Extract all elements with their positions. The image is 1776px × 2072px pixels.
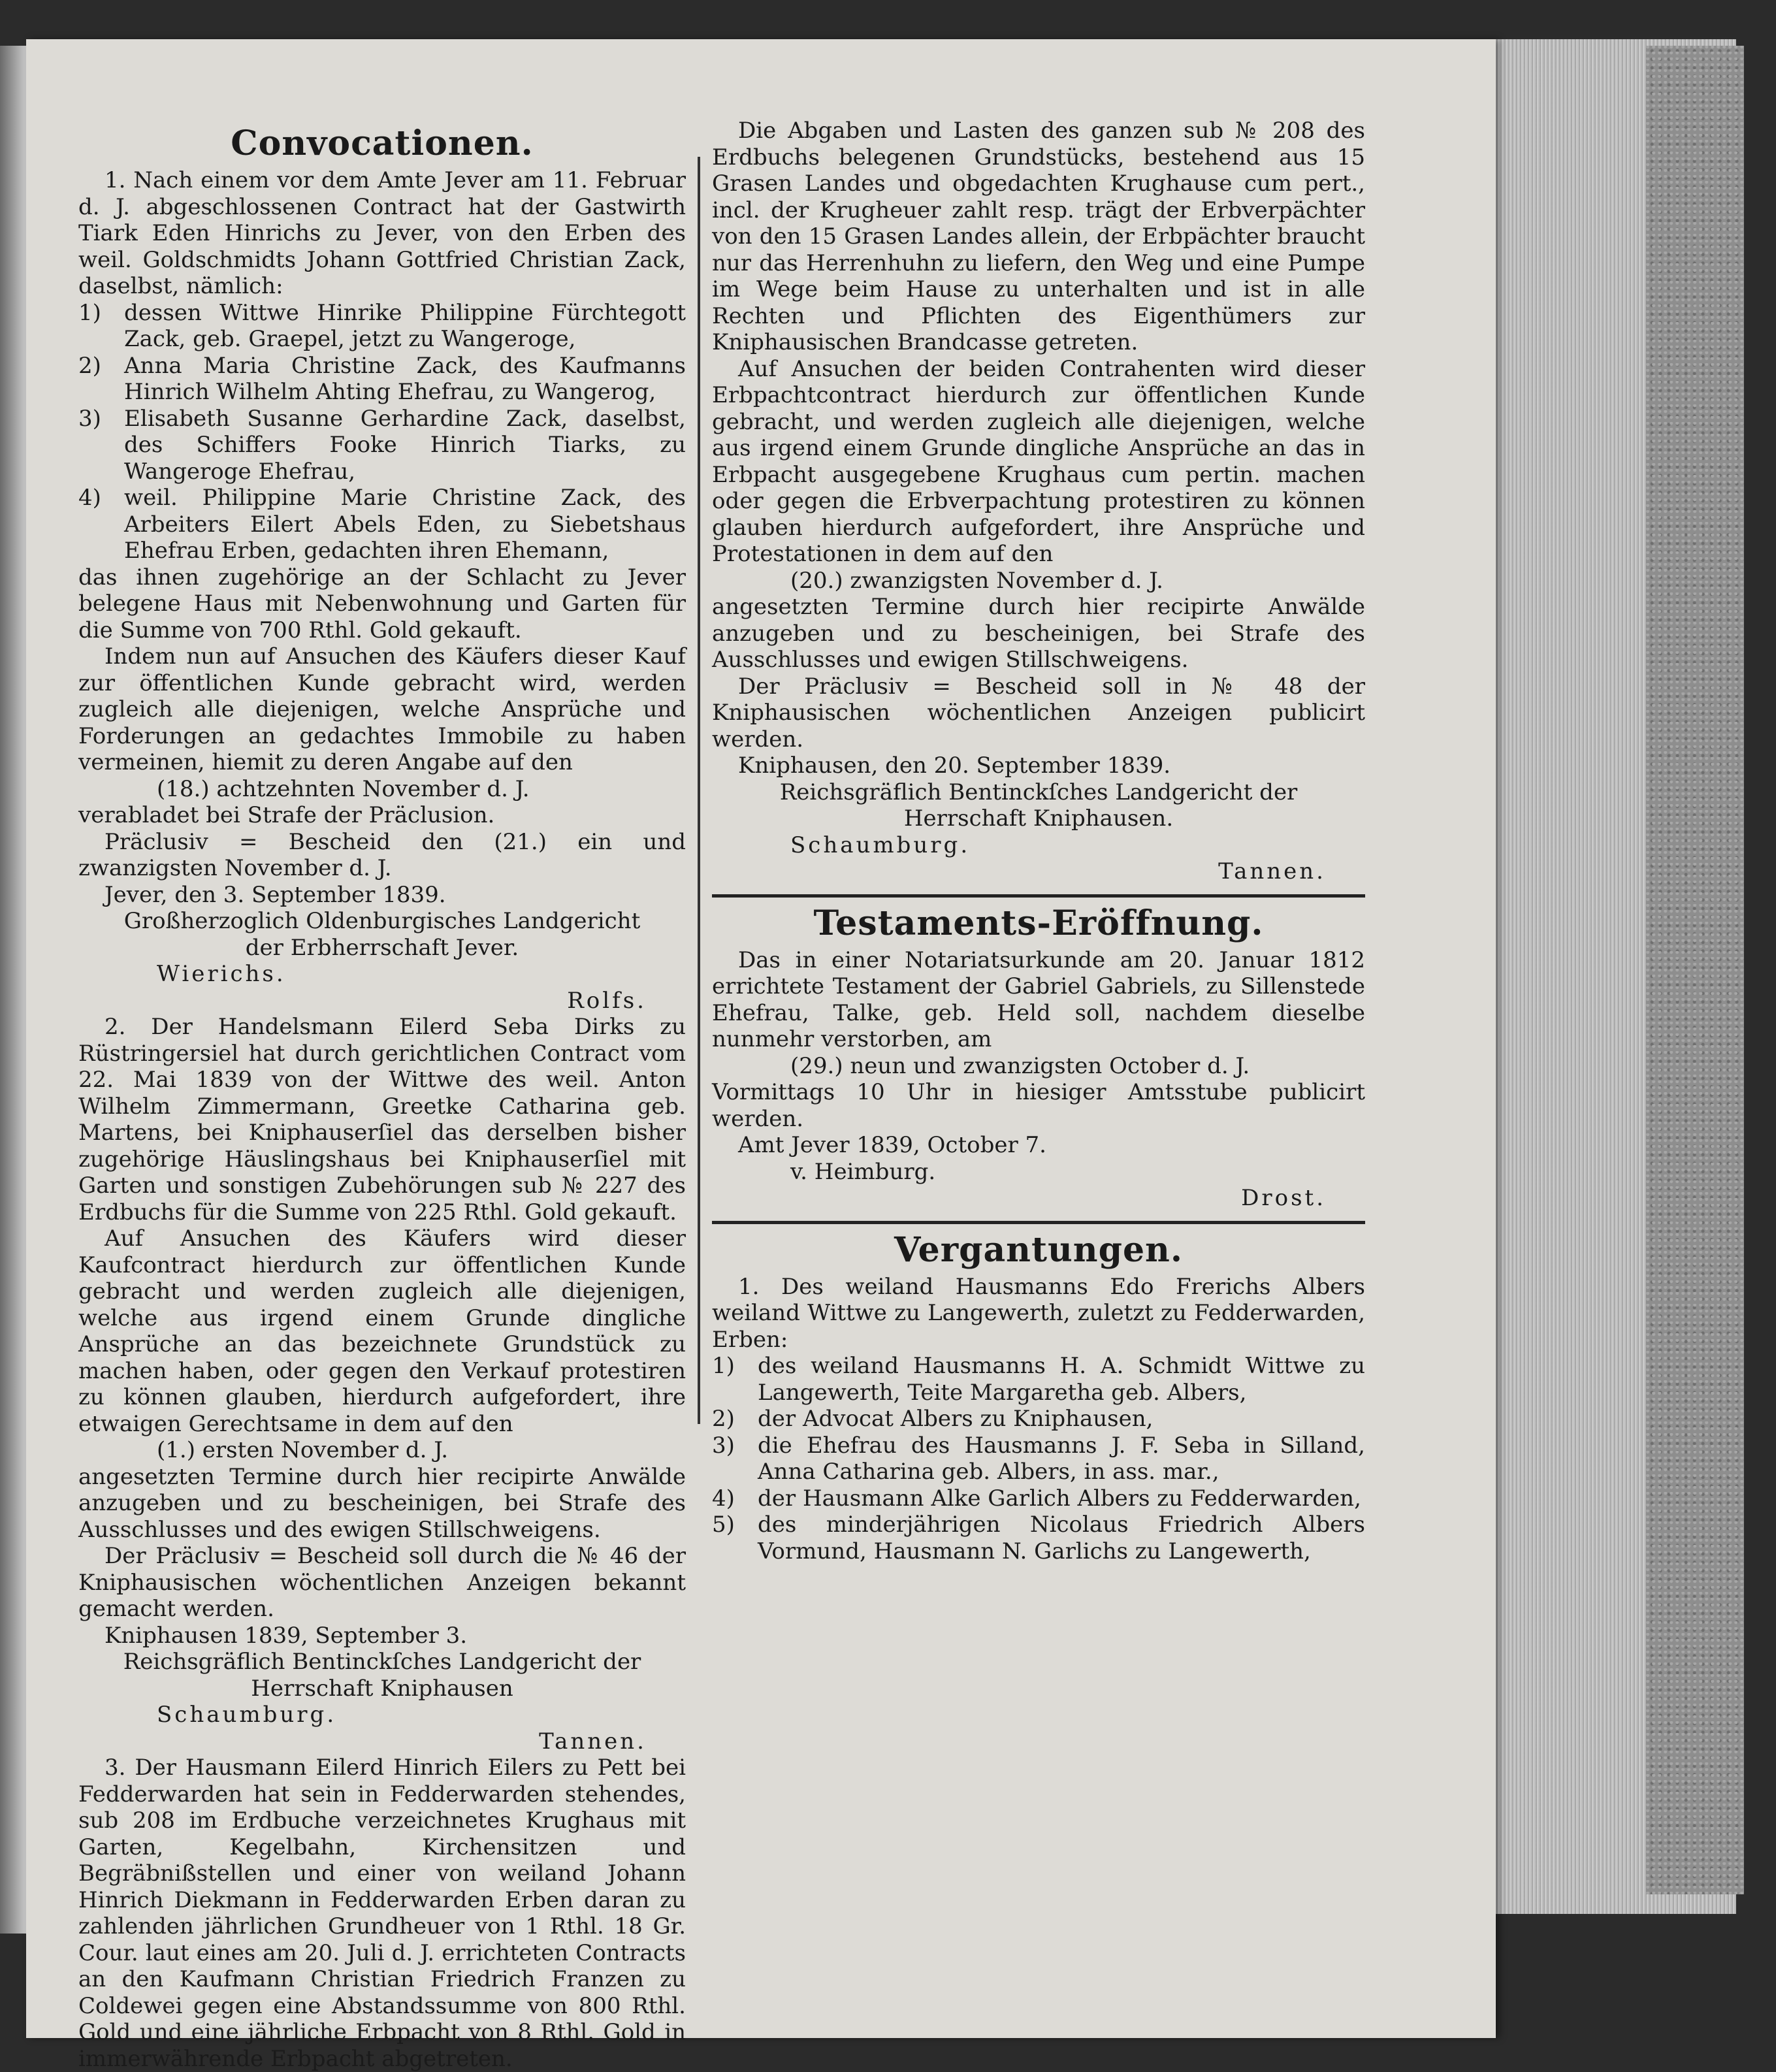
notice-3-court: Reichsgräflich Bentinckſches Landgericht der: [779, 779, 1298, 805]
right-column: [712, 118, 1365, 1564]
notice-3-signature: Tannen.: [1218, 858, 1326, 884]
book-cover-edge: [1646, 46, 1744, 1894]
heir-item: 1) dessen Wittwe Hinrike Philippine Fürchtegott Zack, geb. Graepel, jetzt zu Wangeroge,: [78, 299, 686, 352]
notice-3-place-date: Kniphausen, den 20. September 1839.: [738, 753, 1171, 779]
notice-3-body: Auf Ansuchen der beiden Contrahenten wird dieser Erbpachtcontract hierdurch zur öffentlichen Kunde gebracht, und werden zugleich alle diejenigen, welche aus irgend einem Grunde dingliche Ansprüche an das in Erbpacht ausgegebene Krughaus cum pertin. machen oder gegen die Erbverpachtung protestiren zu können glauben hierdurch aufgefordert, ihre Ansprüche und Protestationen in dem auf den: [712, 355, 1365, 567]
section-divider: [712, 1221, 1365, 1224]
heir-item: 3) die Ehefrau des Hausmanns J. F. Seba in Silland, Anna Catharina geb. Albers, in ass. mar.,: [712, 1432, 1365, 1485]
notice-1-body: das ihnen zugehörige an der Schlacht zu Jever belegene Haus mit Nebenwohnung und Garten für die Summe von 700 Rthl. Gold gekauft.: [78, 564, 686, 643]
testament-date-line: (29.) neun und zwanzigsten October d. J.: [790, 1052, 1250, 1079]
left-page-edge: [0, 46, 26, 1934]
heir-item: 4) weil. Philippine Marie Christine Zack, des Arbeiters Eilert Abels Eden, zu Siebetshaus Ehefrau Erben, gedachten ihren Ehemann,: [78, 485, 686, 564]
notice-3-body: angesetzten Termine durch hier recipirte Anwälde anzugeben und zu bescheinigen, bei Strafe des Ausschlusses und ewigen Stillschweigens.: [712, 594, 1365, 673]
notice-2-signature: Tannen.: [539, 1728, 647, 1755]
notice-2-court: Herrschaft Kniphausen: [251, 1675, 513, 1702]
heir-item: 2) Anna Maria Christine Zack, des Kaufmanns Hinrich Wilhelm Ahting Ehefrau, zu Wangerog,: [78, 352, 686, 405]
notice-1-court: Großherzoglich Oldenburgisches Landgericht: [123, 908, 641, 934]
notice-3-date-line: (20.) zwanzigsten November d. J.: [790, 567, 1163, 594]
notice-2-body: Auf Ansuchen des Käufers wird dieser Kaufcontract hierdurch zur öffentlichen Kunde gebracht und werden zugleich alle diejenigen, welche aus irgend einem Grunde dingliche Ansprüche an das bezeichnete Grundstück zu machen haben, oder gegen den Verkauf protestiren zu können glauben, hierdurch aufgefordert, ihre etwaigen Gerechtsame in dem auf den: [78, 1225, 686, 1437]
heir-item: 5) des minderjährigen Nicolaus Friedrich Albers Vormund, Hausmann N. Garlichs zu Langewerth,: [712, 1512, 1365, 1564]
heir-item: 3) Elisabeth Susanne Gerhardine Zack, daselbst, des Schiffers Fooke Hinrich Tiarks, zu Wangeroge Ehefrau,: [78, 405, 686, 485]
notice-1-place-date: Jever, den 3. September 1839.: [105, 881, 446, 908]
testament-body: Vormittags 10 Uhr in hiesiger Amtsstube publicirt werden.: [712, 1079, 1365, 1132]
notice-1-intro: 1. Nach einem vor dem Amte Jever am 11. Februar d. J. abgeschlossenen Contract hat der Gastwirth Tiark Eden Hinrichs zu Jever, von den Erben des weil. Goldschmidts Johann Gottfried Christian Zack, daselbst, nämlich:: [78, 167, 686, 299]
testament-signature: Drost.: [1241, 1185, 1326, 1211]
testament-signature: v. Heimburg.: [790, 1158, 936, 1185]
heir-item: 2) der Advocat Albers zu Kniphausen,: [712, 1406, 1154, 1432]
column-divider: [698, 157, 700, 1424]
left-column: [78, 118, 686, 2072]
section-divider: [712, 894, 1365, 898]
notice-1-court: der Erbherrschaft Jever.: [245, 934, 519, 961]
section-title-testament: Testaments-Eröffnung.: [813, 903, 1264, 943]
heir-item: 1) des weiland Hausmanns H. A. Schmidt Wittwe zu Langewerth, Teite Margaretha geb. Albers,: [712, 1353, 1365, 1406]
section-title-convocationen: Convocationen.: [231, 123, 534, 163]
notice-3-signature: Schaumburg.: [790, 832, 971, 858]
notice-2-date-line: (1.) ersten November d. J.: [157, 1437, 449, 1463]
notice-3-body-start: 3. Der Hausmann Eilerd Hinrich Eilers zu Pett bei Fedderwarden hat sein in Fedderwarden stehendes, sub 208 im Erdbuche verzeichnetes Krughaus mit Garten, Kegelbahn, Kirchensitzen und Begräbnißstellen und einer von weiland Johann Hinrich Diekmann in Fedderwarden Erben daran zu zahlenden jährlichen Grundheuer von 1 Rthl. 18 Gr. Cour. laut eines am 20. Juli d. J. errichteten Contracts an den Kaufmann Christian Friedrich Franzen zu Coldewei gegen eine Abstandssumme von 800 Rthl. Gold und eine jährliche Erbpacht von 8 Rthl. Gold in immerwährende Erbpacht abgetreten.: [78, 1755, 686, 2072]
section-title-vergantungen: Vergantungen.: [894, 1229, 1183, 1270]
notice-2-body: angesetzten Termine durch hier recipirte Anwälde anzugeben und zu bescheinigen, bei Strafe des Ausschlusses und des ewigen Stillschweigens.: [78, 1463, 686, 1543]
testament-place-date: Amt Jever 1839, October 7.: [738, 1132, 1046, 1158]
heir-item: 4) der Hausmann Alke Garlich Albers zu Fedderwarden,: [712, 1485, 1361, 1512]
notice-1-signature: Rolfs.: [567, 987, 647, 1014]
notice-1-date-line: (18.) achtzehnten November d. J.: [157, 775, 530, 802]
vergantungen-intro: 1. Des weiland Hausmanns Edo Frerichs Albers weiland Wittwe zu Langewerth, zuletzt zu Fedderwarden, Erben:: [712, 1273, 1365, 1353]
notice-2-place-date: Kniphausen 1839, September 3.: [105, 1622, 468, 1649]
notice-1-body: Indem nun auf Ansuchen des Käufers dieser Kauf zur öffentlichen Kunde gebracht wird, werden zugleich alle diejenigen, welche Ansprüche und Forderungen an gedachtes Immobile zu haben vermeinen, hiemit zu deren Angabe auf den: [78, 643, 686, 775]
notice-1-signature: Wierichs.: [157, 961, 286, 987]
testament-body: Das in einer Notariatsurkunde am 20. Januar 1812 errichtete Testament der Gabriel Gabriels, zu Sillenstede Ehefrau, Talke, geb. Held soll, nachdem dieselbe nunmehr verstorben, am: [712, 947, 1365, 1052]
newspaper-page: [26, 39, 1496, 2072]
notice-1-body: Präclusiv = Bescheid den (21.) ein und zwanzigsten November d. J.: [78, 828, 686, 881]
notice-3-body: Die Abgaben und Lasten des ganzen sub № 208 des Erdbuchs belegenen Grundstücks, bestehend aus 15 Grasen Landes und obgedachten Krughause cum pert., incl. der Krugheuer zahlt resp. trägt der Erbverpächter von den 15 Grasen Landes allein, der Erbpächter braucht nur das Herrenhuhn zu liefern, den Weg und eine Pumpe im Wege beim Hause zu unterhalten und ist in alle Rechten und Pflichten des Eigenthümers zur Kniphausischen Brandcasse getreten.: [712, 118, 1365, 355]
notice-2-court: Reichsgräflich Bentinckſches Landgericht der: [123, 1649, 641, 1675]
notice-2-signature: Schaumburg.: [157, 1702, 337, 1728]
notice-1-body: verabladet bei Strafe der Präclusion.: [78, 802, 495, 828]
notice-2-body: Der Präclusiv = Bescheid soll durch die № 46 der Kniphausischen wöchentlichen Anzeigen bekannt gemacht werden.: [78, 1543, 686, 1622]
notice-2-body: 2. Der Handelsmann Eilerd Seba Dirks zu Rüstringersiel hat durch gerichtlichen Contract vom 22. Mai 1839 von der Wittwe des weil. Anton Wilhelm Zimmermann, Greetke Catharina geb. Martens, bei Kniphauserſiel das derselben bisher zugehörige Häuslingshaus bei Kniphauserſiel mit Garten und sonstigen Zubehörungen sub № 227 des Erdbuchs für die Summe von 225 Rthl. Gold gekauft.: [78, 1014, 686, 1225]
notice-3-body: Der Präclusiv = Bescheid soll in № 48 der Kniphausischen wöchentlichen Anzeigen publicirt werden.: [712, 673, 1365, 753]
notice-3-court: Herrschaft Kniphausen.: [903, 805, 1174, 832]
